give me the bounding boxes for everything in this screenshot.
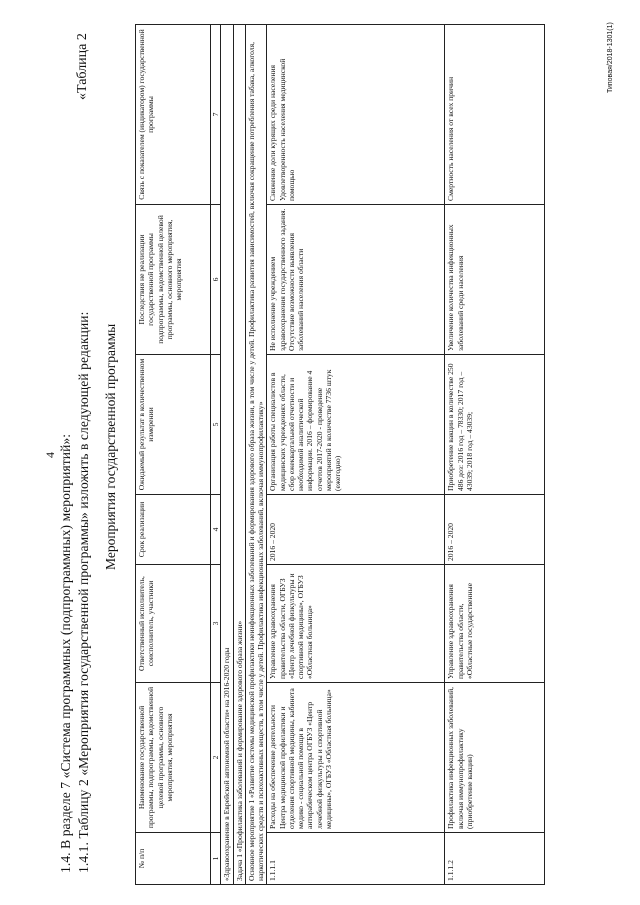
row-link: Смертность населения от всех причин (445, 25, 545, 205)
table-title: Мероприятия государственной программы (103, 323, 118, 570)
header-link: Связь с показателем (индикатором) государственной программы (136, 25, 211, 205)
row-num: 1.1.1.2 (445, 833, 545, 885)
subsection-heading: 1.4.1. Таблицу 2 «Мероприятия государственной программы» изложить в следующей редакции: (76, 311, 91, 873)
header-num: № п/п (136, 833, 211, 885)
table-row (267, 25, 445, 885)
measures-table (135, 24, 545, 885)
row-consequence: Не исполнение учреждением здравоохранения государственного задания. Отсутствие возможности выявления заболеваний населения области (267, 205, 445, 355)
header-term: Срок реализации (136, 495, 211, 565)
program-title: «Здравоохранение в Еврейской автономной области» на 2016-2020 годы (221, 25, 233, 885)
task-title: Задача 1 «Профилактика заболеваний и формирование здорового образа жизни» (233, 25, 245, 885)
table-row (445, 25, 545, 885)
column-number: 1 (211, 833, 221, 885)
row-consequence: Увеличение количества инфекционных заболеваний среди населения (445, 205, 545, 355)
page-number: 4 (43, 452, 57, 458)
row-term: 2016 – 2020 (445, 495, 545, 565)
header-name: Наименование государственной программы, подпрограммы, ведомственной целевой программы, основного мероприятия, мероприятия (136, 683, 211, 833)
row-num: 1.1.1.1 (267, 833, 445, 885)
column-number: 6 (211, 205, 221, 355)
column-number: 2 (211, 683, 221, 833)
column-number: 7 (211, 25, 221, 205)
header-consequence: Последствия не реализации государственной программы подпрограммы, ведомственной целевой программы, основного мероприятия, мероприятия (136, 205, 211, 355)
row-executor: Управление здравоохранения правительства области, ОГБУЗ «Центр лечебной физкультуры и спортивной медицины», ОГБУЗ «Областная больница» (267, 565, 445, 683)
program-row (221, 25, 233, 885)
header-result: Ожидаемый результат в количественном измерении (136, 355, 211, 495)
main-measure-row (245, 25, 267, 885)
section-heading: 1.4. В разделе 7 «Система программных (подпрограммных) мероприятий»: (58, 433, 73, 873)
row-executor: Управление здравоохранения правительства области, «Областные государственные (445, 565, 545, 683)
row-result: Организация работы специалистов в медицинских учреждениях области, сбор ежеквартальной отчетности и необходимой аналитической информации. 2016 – формирование 4 отчетов 2017-2020 - проведение мероприятий в количестве 7736 штук (ежегодно) (267, 355, 445, 495)
column-number: 5 (211, 355, 221, 495)
row-result: Приобретение вакцин в количестве 250 486 доз: 2016 год – 78330; 2017 год – 43039; 2018 год – 43039; (445, 355, 545, 495)
row-name: Профилактика инфекционных заболеваний, включая иммунопрофилактику (приобретение вакцин) (445, 683, 545, 833)
footer-code: Типовая/2018-1301(1) (607, 22, 614, 93)
row-term: 2016 – 2020 (267, 495, 445, 565)
row-name: Расходы на обеспечение деятельности Центра медицинской профилактики и отделения спортивной медицины, кабинета медико - социальной помощи в антирабическом центра ОГБУЗ «Центр лечебной физкультуры и спортивной медицины», ОГБУЗ «Областная больница» (267, 683, 445, 833)
column-number: 3 (211, 565, 221, 683)
task-row (233, 25, 245, 885)
column-number: 4 (211, 495, 221, 565)
row-link: Снижение доли курящих среди населения Удовлетворенность населения медицинской помощью (267, 25, 445, 205)
table-caption: «Таблица 2 (75, 33, 90, 100)
column-number-row (211, 25, 221, 885)
header-executor: Ответственный исполнитель, соисполнитель, участники (136, 565, 211, 683)
table-header-row (136, 25, 211, 885)
main-measure-title: Основное мероприятие 1 «Развитие системы медицинской профилактики неинфекционных заболеваний и формирования здорового образа жизни, в том числе у детей. Профилактика развития зависимостей, включая сокращение потребления табака, алкоголя, наркотических средств и психоактивных веществ, в том числе у детей. Профилактика инфекционных заболеваний, включая иммунопрофилактику» (245, 25, 267, 885)
